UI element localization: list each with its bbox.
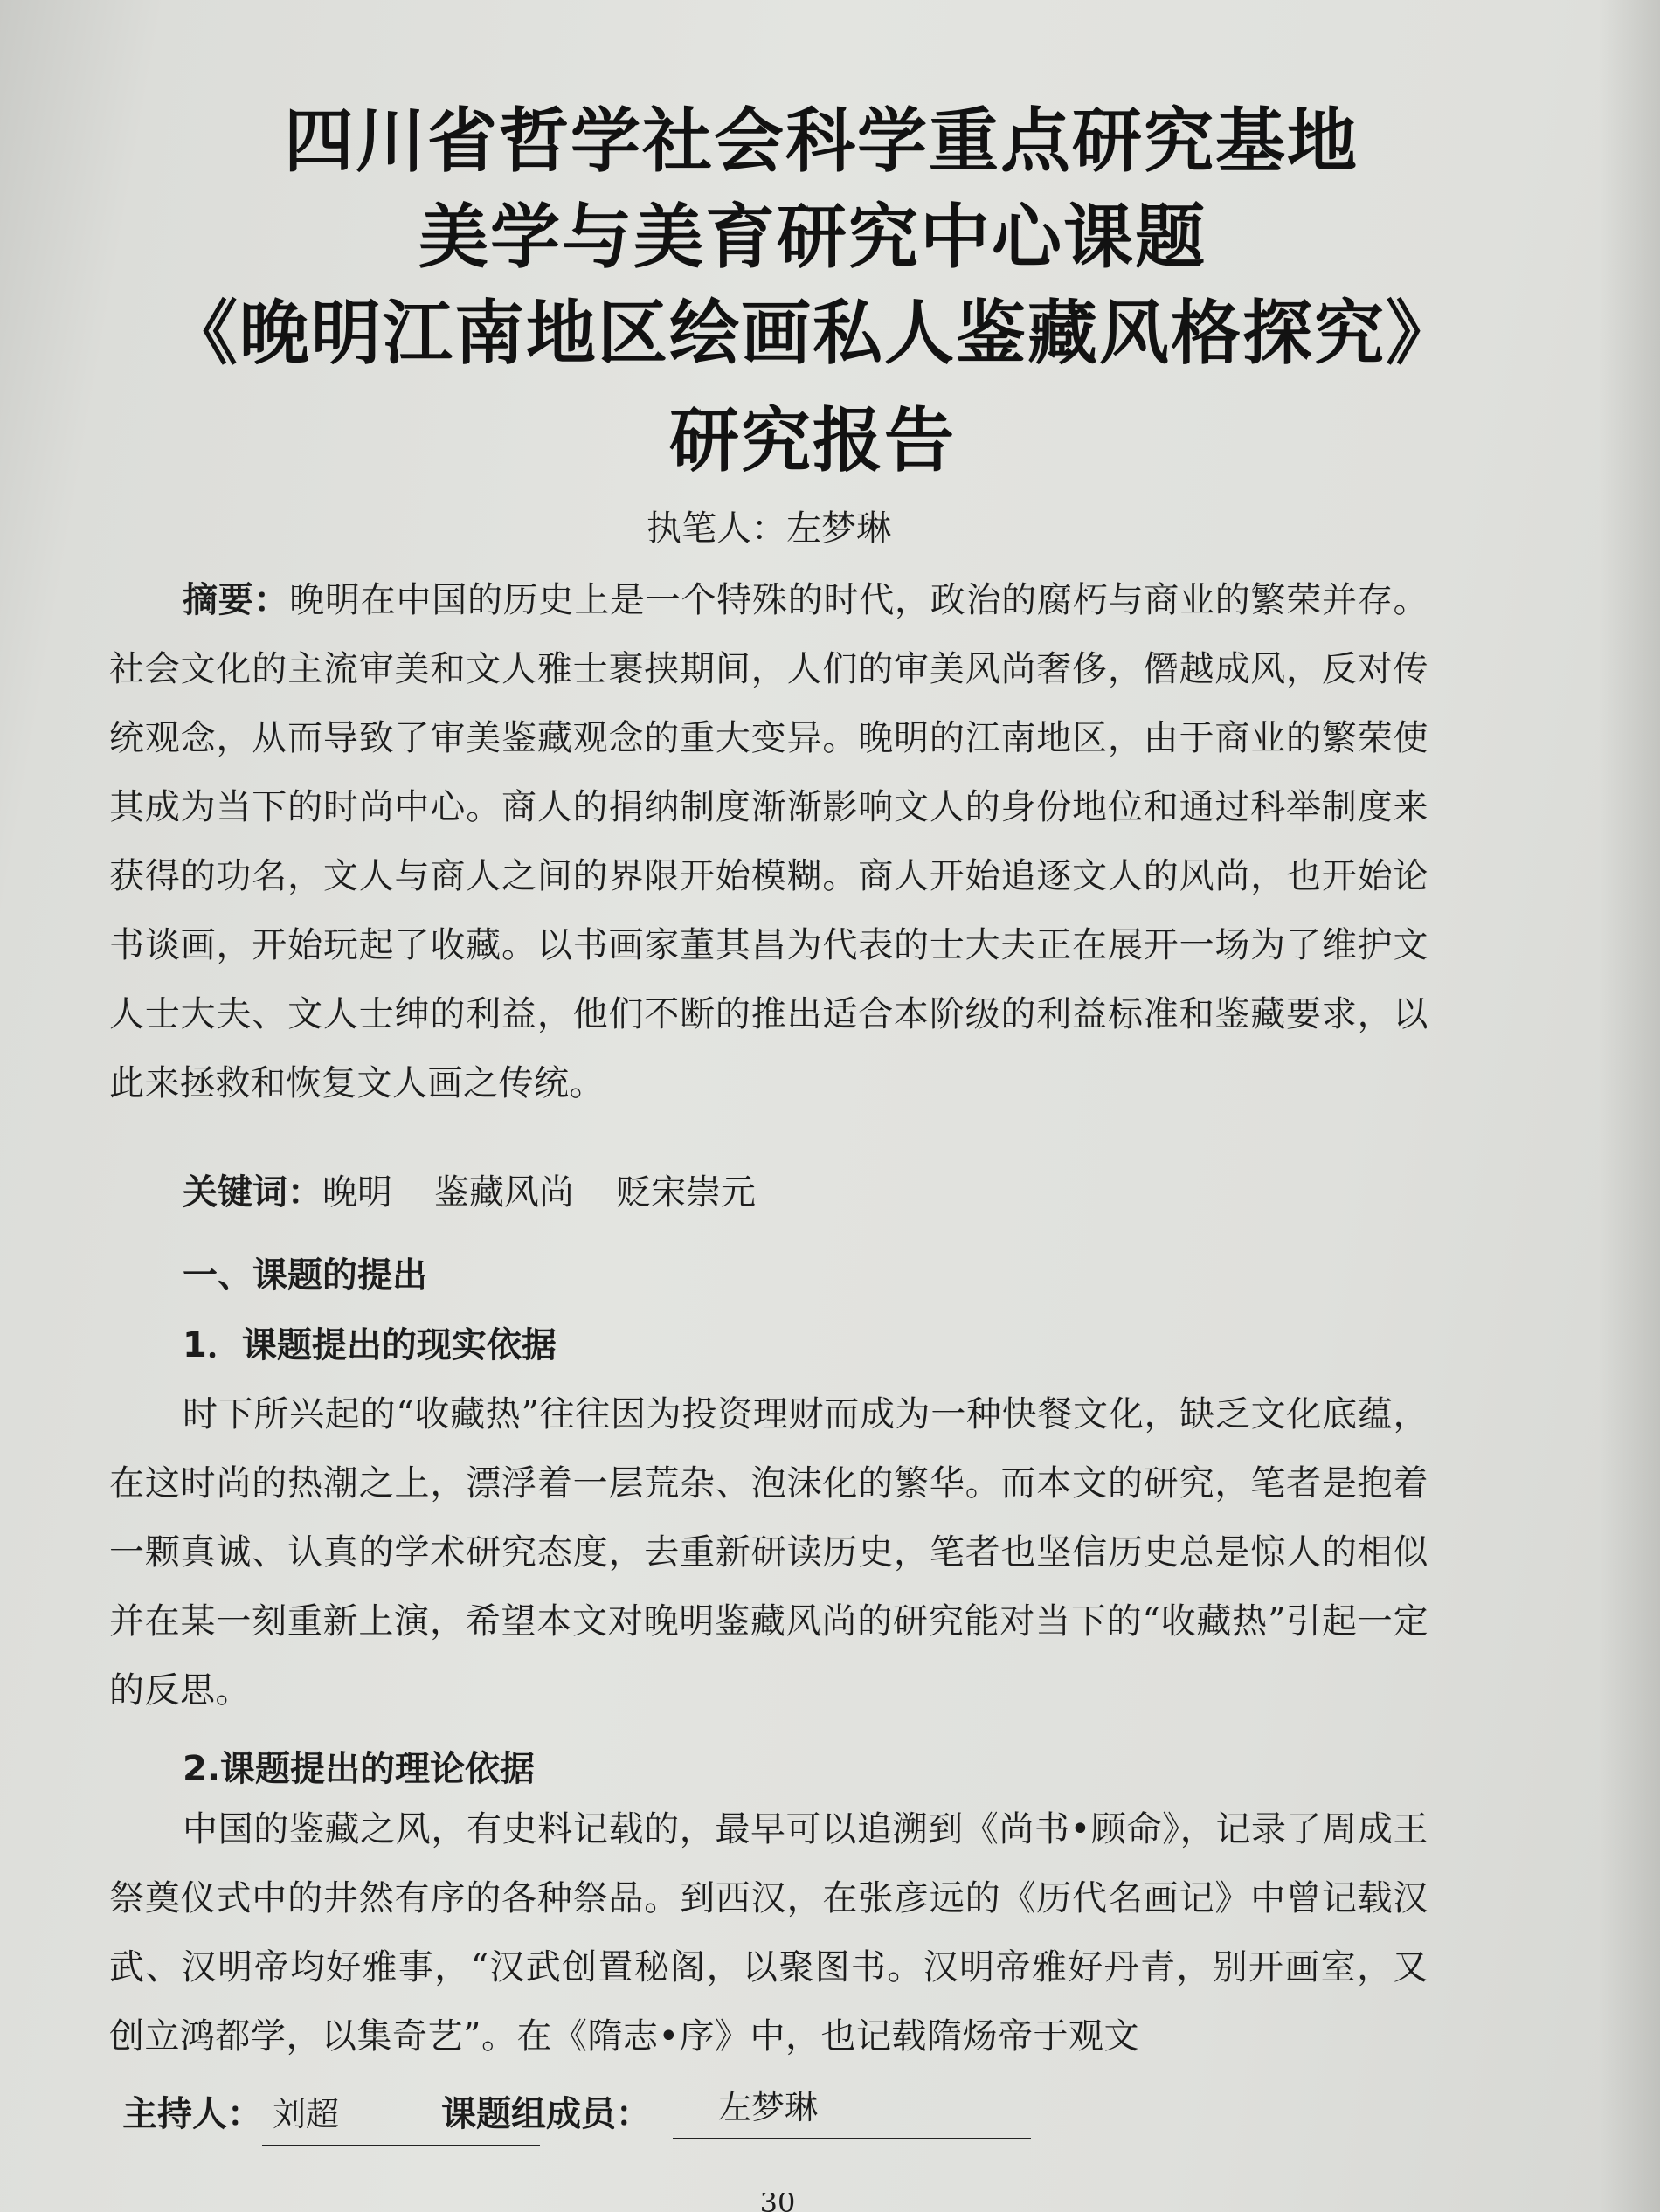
signature-row <box>122 2084 1433 2153</box>
subsection-heading-1: 1．课题提出的现实依据 <box>183 1325 557 1365</box>
keywords-line <box>183 1162 798 1223</box>
title-line-3: 《晚明江南地区绘画私人鉴藏风格探究》 <box>168 293 1457 374</box>
keyword-item: 晚明 <box>322 1172 392 1213</box>
abstract-label: 摘要： <box>183 580 290 620</box>
page-number: 30 <box>759 2193 796 2212</box>
abstract-paragraph <box>109 566 1428 1118</box>
author-line: 执笔人：左梦琳 <box>647 508 891 549</box>
host-name: 刘超 <box>262 2084 540 2146</box>
keywords-label: 关键词： <box>183 1172 322 1213</box>
title-line-2: 美学与美育研究中心课题 <box>418 197 1207 278</box>
section-heading: 一、课题的提出 <box>183 1255 427 1296</box>
host-label: 主持人： <box>122 2094 262 2134</box>
title-line-1: 四川省哲学社会科学重点研究基地 <box>284 100 1359 182</box>
title-line-4: 研究报告 <box>669 400 956 481</box>
members-name: 左梦琳 <box>673 2077 1031 2139</box>
subsection-heading-2: 2.课题提出的理论依据 <box>183 1749 536 1789</box>
paragraph-practical-basis: 时下所兴起的“收藏热”往往因为投资理财而成为一种快餐文化，缺乏文化底蕴，在这时尚的热潮之上，漂浮着一层荒杂、泡沫化的繁华。而本文的研究，笔者是抱着一颗真诚、认真的学术研究态度，去重新研读历史，笔者也坚信历史总是惊人的相似并在某一刻重新上演，希望本文对晚明鉴藏风尚的研究能对当下的“收藏热”引起一定的反思。 <box>109 1394 1428 1711</box>
keyword-item: 鉴藏风尚 <box>434 1172 574 1213</box>
paragraph-theoretical-basis: 中国的鉴藏之风，有史料记载的，最早可以追溯到《尚书•顾命》，记录了周成王祭奠仪式中的井然有序的各种祭品。到西汉，在张彦远的《历代名画记》中曾记载汉武、汉明帝均好雅事，“汉武创置秘阁，以聚图书。汉明帝雅好丹青，别开画室，又创立鸿都学，以集奇艺”。在《隋志•序》中，也记载隋炀帝于观文 <box>109 1809 1428 2056</box>
abstract-text: 晚明在中国的历史上是一个特殊的时代，政治的腐朽与商业的繁荣并存。社会文化的主流审美和文人雅士裹挟期间，人们的审美风尚奢侈，僭越成风，反对传统观念，从而导致了审美鉴藏观念的重大变异。晚明的江南地区，由于商业的繁荣使其成为当下的时尚中心。商人的捐纳制度渐渐影响文人的身份地位和通过科举制度来获得的功名，文人与商人之间的界限开始模糊。商人开始追逐文人的风尚，也开始论书谈画，开始玩起了收藏。以书画家董其昌为代表的士大夫正在展开一场为了维护文人士大夫、文人士绅的利益，他们不断的推出适合本阶级的利益标准和鉴藏要求，以此来拯救和恢复文人画之传统。 <box>109 580 1428 1103</box>
keyword-item: 贬宋崇元 <box>616 1172 756 1213</box>
members-label: 课题组成员： <box>441 2094 651 2134</box>
